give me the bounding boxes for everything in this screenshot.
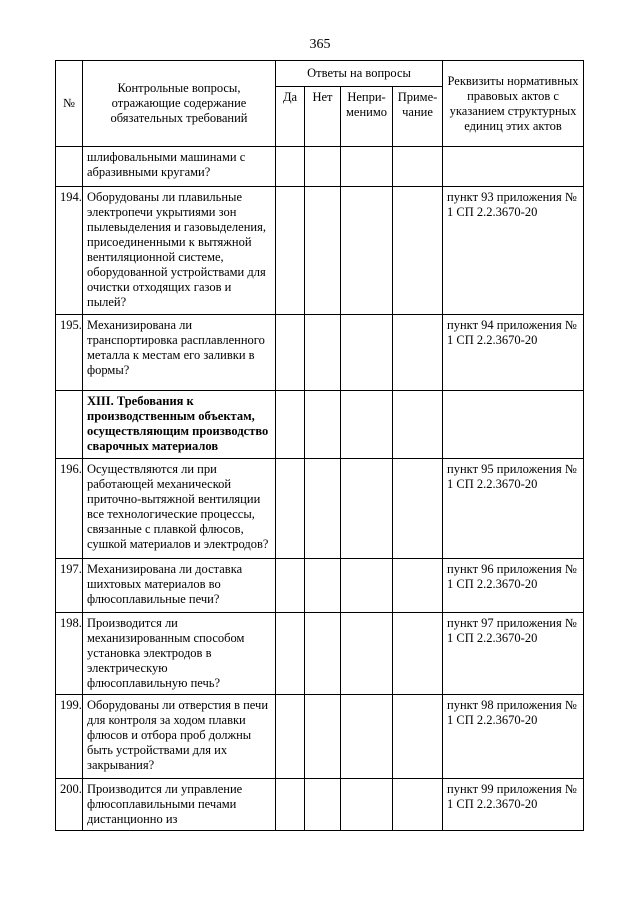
answer-no-cell	[305, 559, 341, 613]
row-requisites: пункт 97 приложения № 1 СП 2.2.3670-20	[443, 613, 584, 695]
table-row	[56, 613, 584, 695]
answer-yes-cell	[276, 459, 305, 559]
answer-na-cell	[341, 459, 393, 559]
row-requisites: пункт 99 приложения № 1 СП 2.2.3670-20	[443, 779, 584, 831]
row-requisites: пункт 96 приложения № 1 СП 2.2.3670-20	[443, 559, 584, 613]
answer-no-cell	[305, 613, 341, 695]
answer-note-cell	[393, 459, 443, 559]
answer-yes-cell	[276, 779, 305, 831]
answer-yes-cell	[276, 695, 305, 779]
answer-yes-cell	[276, 559, 305, 613]
answer-no-cell	[305, 779, 341, 831]
table-row	[56, 695, 584, 779]
answer-yes-cell	[276, 391, 305, 459]
row-requisites: пункт 95 приложения № 1 СП 2.2.3670-20	[443, 459, 584, 559]
answer-yes-cell	[276, 613, 305, 695]
header-requisites: Реквизиты нормативных правовых актов с указанием структурных единиц этих актов	[443, 61, 584, 147]
row-number: 198.	[56, 613, 83, 695]
header-answers-group: Ответы на вопросы	[276, 61, 443, 87]
header-question: Контрольные вопросы, отражающие содержание обязательных требований	[83, 61, 276, 147]
header-not-applicable: Непри-менимо	[341, 87, 393, 147]
table-row	[56, 187, 584, 315]
answer-no-cell	[305, 187, 341, 315]
table-row	[56, 147, 584, 187]
answer-no-cell	[305, 391, 341, 459]
header-note: Приме-чание	[393, 87, 443, 147]
row-requisites	[443, 147, 584, 187]
answer-na-cell	[341, 559, 393, 613]
row-requisites: пункт 94 приложения № 1 СП 2.2.3670-20	[443, 315, 584, 391]
row-question: Оборудованы ли отверстия в печи для контроля за ходом плавки флюсов и отбора проб должны быть устройствами для их закрывания?	[83, 695, 276, 779]
answer-na-cell	[341, 695, 393, 779]
answer-note-cell	[393, 187, 443, 315]
answer-yes-cell	[276, 187, 305, 315]
answer-no-cell	[305, 147, 341, 187]
row-question: Осуществляются ли при работающей механической приточно-вытяжной вентиляции все технологические процессы, связанные с плавкой флюсов, сушкой материалов и электродов?	[83, 459, 276, 559]
row-question: XIII. Требования к производственным объектам, осуществляющим производство сварочных материалов	[83, 391, 276, 459]
header-no: Нет	[305, 87, 341, 147]
row-number: 197.	[56, 559, 83, 613]
answer-na-cell	[341, 391, 393, 459]
answer-na-cell	[341, 147, 393, 187]
answer-no-cell	[305, 459, 341, 559]
answer-note-cell	[393, 695, 443, 779]
row-number	[56, 147, 83, 187]
table-row	[56, 315, 584, 391]
section-row	[56, 391, 584, 459]
table-header	[56, 61, 584, 147]
answer-yes-cell	[276, 315, 305, 391]
answer-na-cell	[341, 187, 393, 315]
checklist-table	[55, 60, 584, 831]
row-number: 200.	[56, 779, 83, 831]
row-question: Производится ли управление флюсоплавильными печами дистанционно из	[83, 779, 276, 831]
page-number: 365	[309, 37, 331, 52]
row-number	[56, 391, 83, 459]
header-yes: Да	[276, 87, 305, 147]
header-num: №	[56, 61, 83, 147]
row-question: Оборудованы ли плавильные электропечи укрытиями зон пылевыделения и газовыделения, присоединенными к вытяжной вентиляционной системе, оборудованной устройствами для очистки отходящих газов и пылей?	[83, 187, 276, 315]
row-question: Производится ли механизированным способом установка электродов в электрическую флюсоплавильную печь?	[83, 613, 276, 695]
row-question: шлифовальными машинами с абразивными кругами?	[83, 147, 276, 187]
answer-na-cell	[341, 315, 393, 391]
table-row	[56, 459, 584, 559]
row-requisites: пункт 98 приложения № 1 СП 2.2.3670-20	[443, 695, 584, 779]
answer-na-cell	[341, 779, 393, 831]
row-number: 195.	[56, 315, 83, 391]
answer-note-cell	[393, 147, 443, 187]
table-body	[56, 147, 584, 831]
row-question: Механизирована ли доставка шихтовых материалов во флюсоплавильные печи?	[83, 559, 276, 613]
row-number: 196.	[56, 459, 83, 559]
answer-note-cell	[393, 613, 443, 695]
row-question: Механизирована ли транспортировка расплавленного металла к местам его заливки в формы?	[83, 315, 276, 391]
row-number: 199.	[56, 695, 83, 779]
answer-note-cell	[393, 391, 443, 459]
table-row	[56, 559, 584, 613]
table-row	[56, 779, 584, 831]
answer-note-cell	[393, 559, 443, 613]
row-requisites	[443, 391, 584, 459]
answer-note-cell	[393, 315, 443, 391]
answer-note-cell	[393, 779, 443, 831]
answer-no-cell	[305, 315, 341, 391]
row-requisites: пункт 93 приложения № 1 СП 2.2.3670-20	[443, 187, 584, 315]
answer-no-cell	[305, 695, 341, 779]
answer-na-cell	[341, 613, 393, 695]
row-number: 194.	[56, 187, 83, 315]
answer-yes-cell	[276, 147, 305, 187]
